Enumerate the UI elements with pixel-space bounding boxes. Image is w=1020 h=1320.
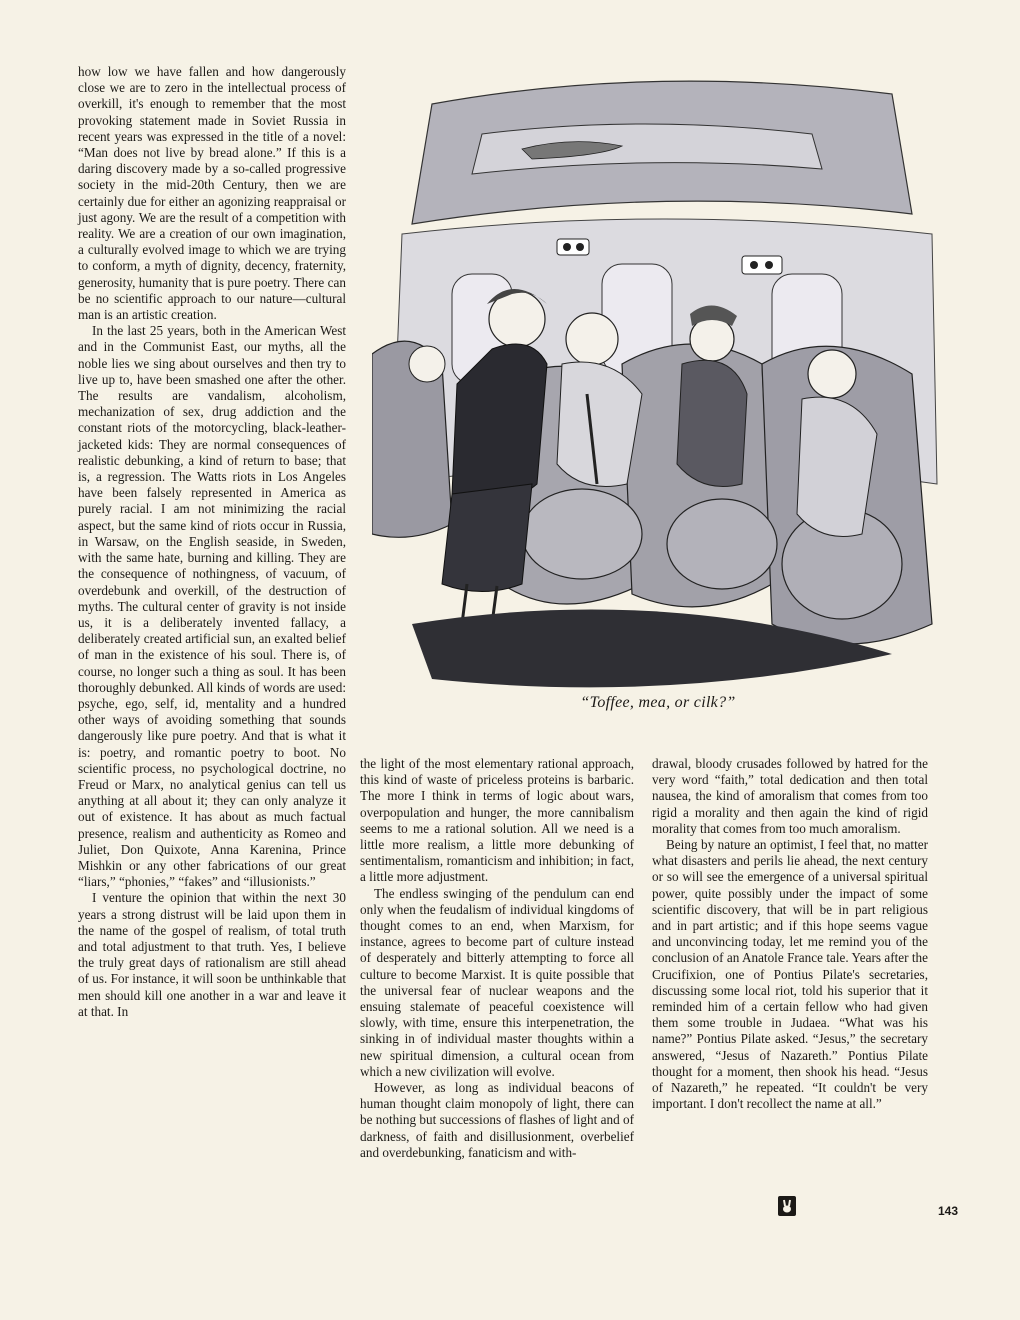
paragraph: I venture the opinion that within the next 30 years a strong distrust will be laid upon them in the name of the gospel of realism, of total truth and total adjustment to that truth. Yes, I believe the truly great days of rationalism are still ahead of us. For instance, it will soon be unthinkable that men should kill one another in a war and leave it at that. In: [78, 890, 346, 1019]
article-column-right: [652, 756, 928, 1112]
paragraph: In the last 25 years, both in the American West and in the Communist East, our myths, all the noble lies we sing about ourselves and then try to live up to, have been smashed one after the other. The results are vandalism, alcoholism, mechanization of sex, drug addiction and the constant riots of the motorcycling, black-leather-jacketed kids: They are normal consequences of realistic debunking, a kind of return to base; that is, a regression. The Watts riots in Los Angeles have been falsely represented in America as purely racial. I am not minimizing the racial aspect, but the same kind of riots occur in Russia, in Warsaw, on the English seaside, in Sweden, with the same hate, burning and killing. They are the consequence of nothingness, of vacuum, of overdebunk and overkill, of the destruction of myths. The cultural center of gravity is not inside us, it is a deliberately invented fallacy, a deliberately created artificial sun, an exalted belief of man in the existence of his soul. There is, of course, no longer such a thing as soul. It has been thoroughly debunked. All kinds of words are used: psyche, ego, self, id, mentality and a hundred other ways of avoiding something that sounds dangerously like pure poetry. And that is what it is: poetry, and romantic poetry to boot. No scientific process, no psychological doctrine, no Freud or Marx, no analytical genius can tell us anything at all about it; they can only analyze it out of existence. It has about as much factual presence, realism and authenticity as Romeo and Juliet, Don Quixote, Anna Karenina, Prince Mishkin or any other fabrications of our great “liars,” “phonies,” “fakes” and “illusionists.”: [78, 323, 346, 890]
paragraph: drawal, bloody crusades followed by hatred for the very word “faith,” total dedication and then total nausea, the kind of amoralism that comes from too rigid a morality and then again the kind of rigid morality that comes from too much amoralism.: [652, 756, 928, 836]
rabbit-head-icon: [778, 1196, 796, 1216]
article-column-middle: [360, 756, 634, 1161]
paragraph: The endless swinging of the pendulum can end only when the feudalism of individual kingdoms of thought comes to an end, when Marxism, for instance, agrees to become part of culture instead of desperately and bitterly attempting to force all culture to become Marxist. It is quite possible that the universal fear of nuclear weapons and the ensuing stalemate of peaceful coexistence will slowly, with time, ensure this interpenetration, the sinking in of individual master thoughts within a new spiritual dimension, a cultural ocean from which a new civilization will evolve.: [360, 885, 634, 1079]
paragraph: However, as long as individual beacons of human thought claim monopoly of light, there can be nothing but successions of flashes of light and of darkness, of faith and disillusionment, overbelief and overdebunking, fanaticism and with-: [360, 1080, 634, 1160]
page-number: 143: [938, 1204, 959, 1218]
cartoon-caption: “Toffee, mea, or cilk?”: [580, 694, 736, 711]
article-column-left: [78, 64, 346, 1020]
airplane-cabin-cartoon-icon: [372, 64, 944, 692]
paragraph: how low we have fallen and how dangerously close we are to zero in the intellectual process of overkill, it's enough to remember that the most provoking statement made in Soviet Russia in recent years was expressed in the title of a novel: “Man does not live by bread alone.” If this is a daring discovery made by a so-called progressive society in the mid-20th Century, then we are certainly due for either an agonizing reappraisal or just agony. We are the result of a competition with reality. We are a creation of our own imagination, a culturally evolved image to which we are trying to conform, a myth of dignity, decency, fraternity, generosity, humanity that is pure poetry. There can be no scientific approach to our nature—cultural man is an artistic creation.: [78, 64, 346, 323]
paragraph: Being by nature an optimist, I feel that, no matter what disasters and perils lie ahead, the next century or so will see the emergence of a universal spiritual power, quite possibly under the impact of some scientific discovery, that will be in part religious and in part artistic; and if this hope seems vague and unconvincing today, let me remind you of the conclusion of an Anatole France tale. Years after the Crucifixion, one of Pontius Pilate's secretaries, discussing some local riot, told his superior that it reminded him of a certain fellow who had given them some trouble in Judaea. “What was his name?” Pontius Pilate asked. “Jesus,” the secretary answered, “Jesus of Nazareth.” Pontius Pilate thought for a moment, then shook his head. “Jesus of Nazareth,” he repeated. “It couldn't be very important. I don't recollect the name at all.”: [652, 837, 928, 1112]
cartoon-illustration: [372, 64, 944, 692]
paragraph: the light of the most elementary rational approach, this kind of waste of priceless proteins is barbaric. The more I think in terms of logic about wars, overpopulation and hunger, the more cannibalism seems to me a rational solution. All we need is a little more realism, a little more debunking of sentimentalism, romanticism and inhibition; in fact, a little more adjustment.: [360, 756, 634, 885]
